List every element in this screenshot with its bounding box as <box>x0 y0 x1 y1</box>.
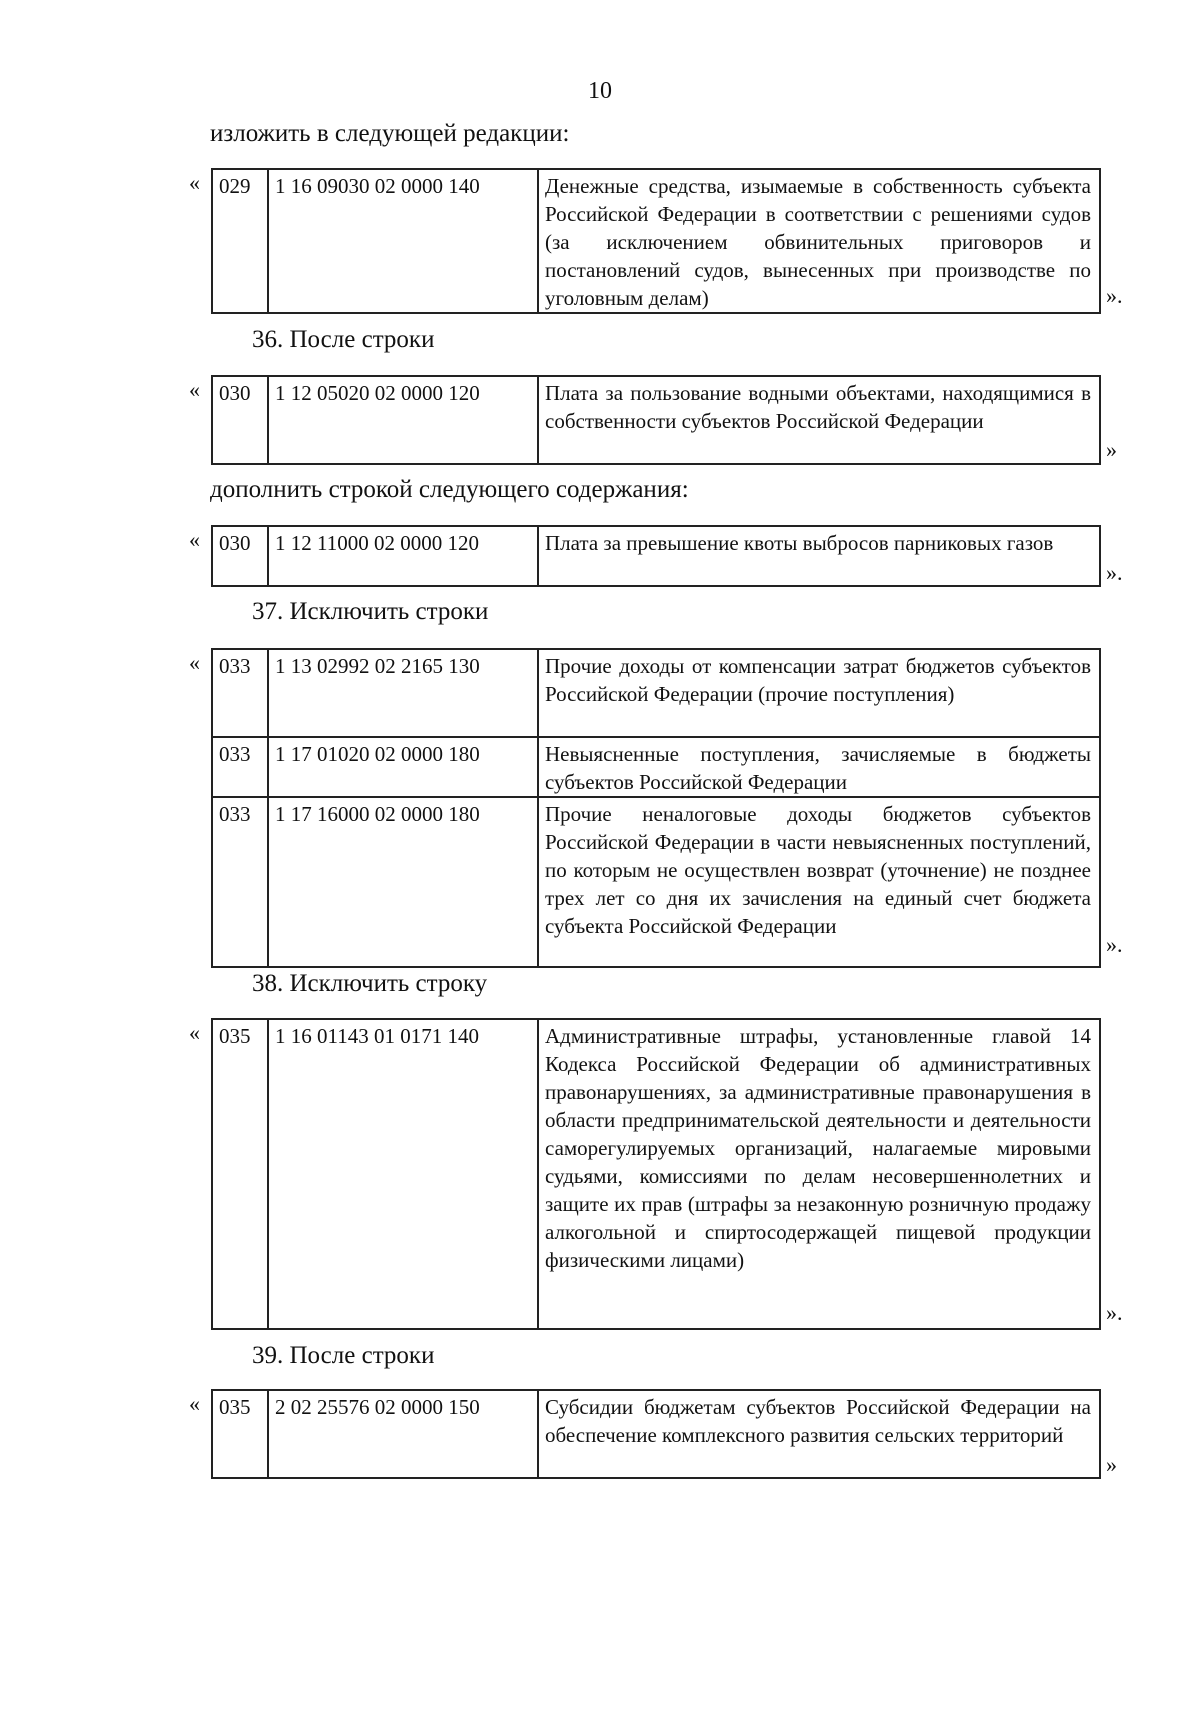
quote-close: » <box>1106 437 1117 462</box>
heading-item-39: 39. После строки <box>252 1342 435 1369</box>
quote-open: « <box>189 170 200 195</box>
description-cell: Плата за пользование водными объектами, находящимися в собственности субъектов Российской Федерации <box>538 376 1100 464</box>
table-remove-row-035 <box>211 1018 1101 1330</box>
code-cell: 033 <box>212 737 268 797</box>
quote-close: ». <box>1106 1300 1123 1325</box>
kbk-cell: 1 17 16000 02 0000 180 <box>268 797 538 967</box>
code-cell: 035 <box>212 1019 268 1329</box>
table-after-row-030 <box>211 375 1101 465</box>
table-row <box>212 526 1100 586</box>
heading-insert: дополнить строкой следующего содержания: <box>210 476 689 503</box>
code-cell: 035 <box>212 1390 268 1478</box>
table-row <box>212 376 1100 464</box>
description-cell: Административные штрафы, установленные главой 14 Кодекса Российской Федерации об административных правонарушениях, за административные правонарушения в области предпринимательской деятельности и деятельности саморегулируемых организаций, налагаемые мировыми судьями, комиссиями по делам несовершеннолетних и защите их прав (штрафы за незаконную розничную продажу алкогольной и спиртосодержащей пищевой продукции физическими лицами) <box>538 1019 1100 1329</box>
quote-open: « <box>189 377 200 402</box>
page-number: 10 <box>588 78 612 104</box>
table-amendment-029 <box>211 168 1101 314</box>
table-row <box>212 1019 1100 1329</box>
table-after-row-035 <box>211 1389 1101 1479</box>
code-cell: 033 <box>212 797 268 967</box>
code-cell: 030 <box>212 526 268 586</box>
code-cell: 029 <box>212 169 268 313</box>
table-row <box>212 797 1100 967</box>
description-cell: Прочие неналоговые доходы бюджетов субъектов Российской Федерации в части невыясненных поступлений, по которым не осуществлен возврат (уточнение) не позднее трех лет со дня их зачисления на единый счет бюджета субъекта Российской Федерации <box>538 797 1100 967</box>
heading-item-36: 36. После строки <box>252 326 435 353</box>
quote-close: ». <box>1106 560 1123 585</box>
description-cell: Плата за превышение квоты выбросов парниковых газов <box>538 526 1100 586</box>
kbk-cell: 1 12 11000 02 0000 120 <box>268 526 538 586</box>
quote-open: « <box>189 1020 200 1045</box>
table-new-row-030 <box>211 525 1101 587</box>
description-cell: Субсидии бюджетам субъектов Российской Федерации на обеспечение комплексного развития сельских территорий <box>538 1390 1100 1478</box>
table-remove-rows-033 <box>211 648 1101 968</box>
table-row <box>212 169 1100 313</box>
kbk-cell: 1 13 02992 02 2165 130 <box>268 649 538 737</box>
description-cell: Невыясненные поступления, зачисляемые в бюджеты субъектов Российской Федерации <box>538 737 1100 797</box>
heading-intro: изложить в следующей редакции: <box>210 120 570 147</box>
quote-open: « <box>189 650 200 675</box>
table-row <box>212 649 1100 737</box>
heading-item-37: 37. Исключить строки <box>252 598 489 625</box>
table-row <box>212 1390 1100 1478</box>
quote-close: » <box>1106 1452 1117 1477</box>
quote-close: ». <box>1106 932 1123 957</box>
kbk-cell: 2 02 25576 02 0000 150 <box>268 1390 538 1478</box>
kbk-cell: 1 16 01143 01 0171 140 <box>268 1019 538 1329</box>
table-row <box>212 737 1100 797</box>
quote-open: « <box>189 527 200 552</box>
description-cell: Прочие доходы от компенсации затрат бюджетов субъектов Российской Федерации (прочие поступления) <box>538 649 1100 737</box>
quote-open: « <box>189 1391 200 1416</box>
quote-close: ». <box>1106 283 1123 308</box>
kbk-cell: 1 17 01020 02 0000 180 <box>268 737 538 797</box>
heading-item-38: 38. Исключить строку <box>252 970 488 997</box>
kbk-cell: 1 12 05020 02 0000 120 <box>268 376 538 464</box>
code-cell: 033 <box>212 649 268 737</box>
kbk-cell: 1 16 09030 02 0000 140 <box>268 169 538 313</box>
description-cell: Денежные средства, изымаемые в собственность субъекта Российской Федерации в соответствии с решениями судов (за исключением обвинительных приговоров и постановлений судов, вынесенных при производстве по уголовным делам) <box>538 169 1100 313</box>
code-cell: 030 <box>212 376 268 464</box>
